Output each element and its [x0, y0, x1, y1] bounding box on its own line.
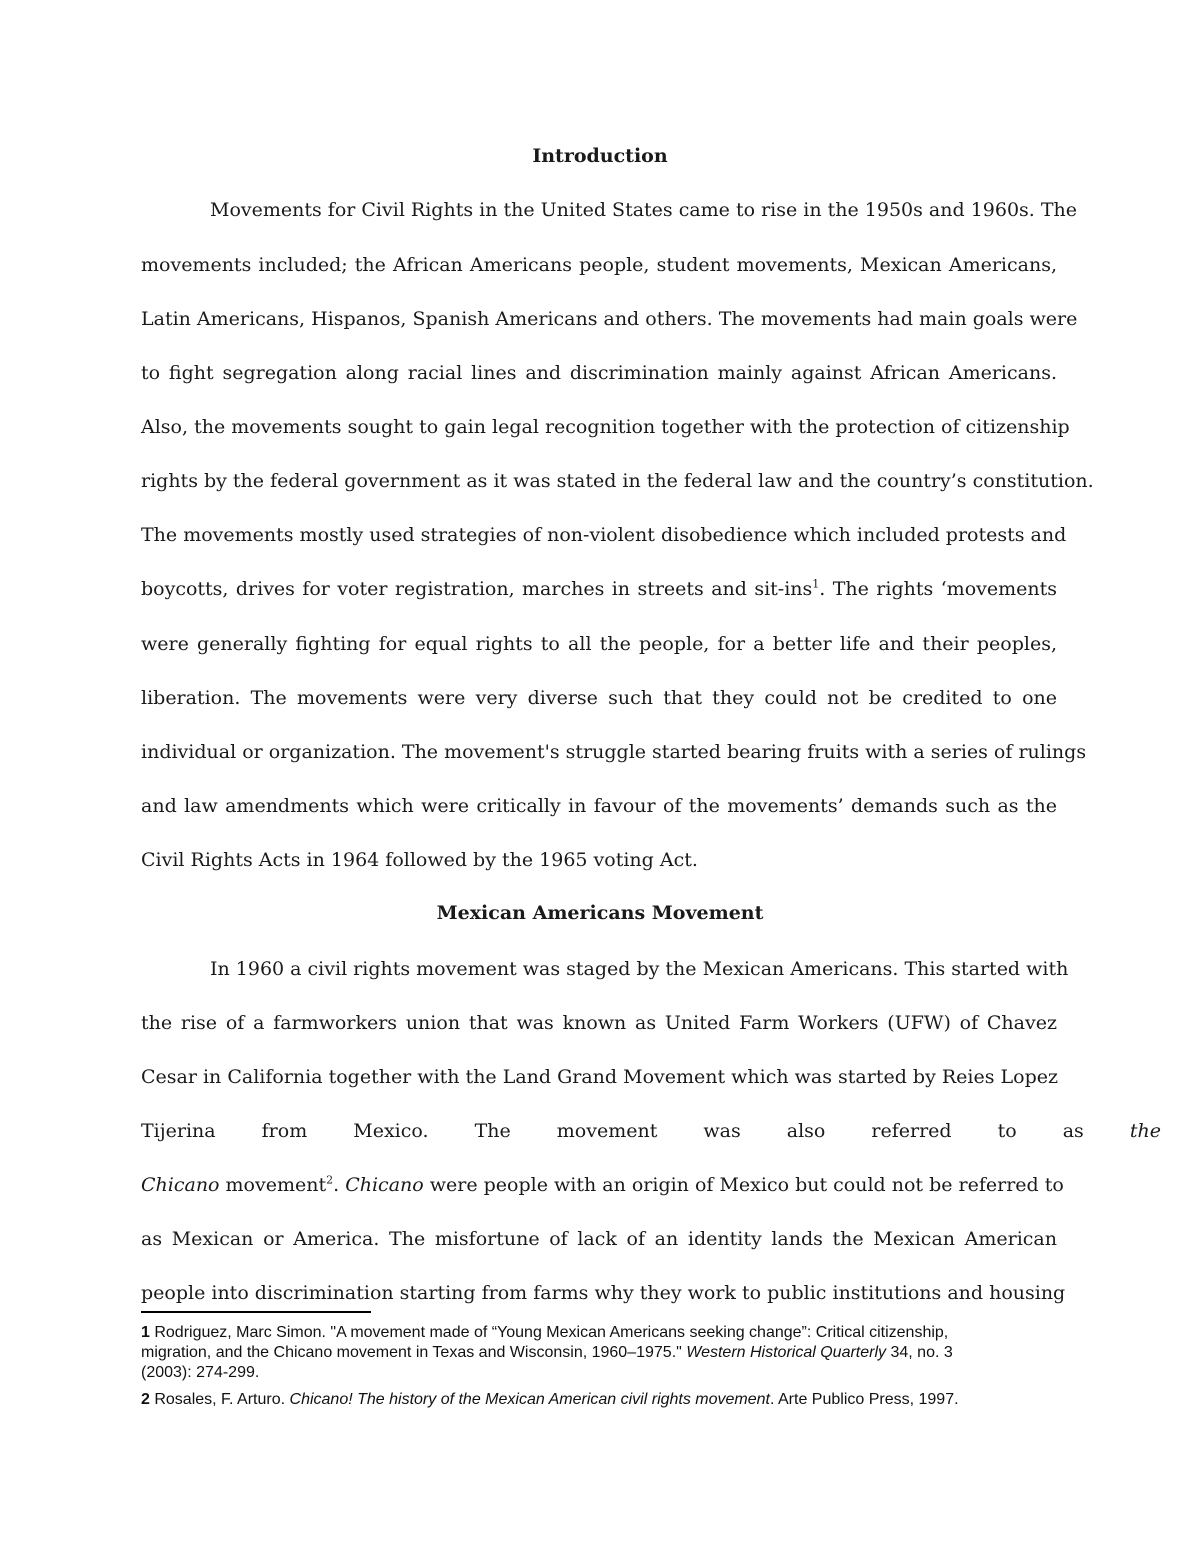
paragraph-line: In 1960 a civil rights movement was staged by the Mexican Americans. This started with — [210, 958, 1069, 980]
line-text: were people with an origin of Mexico but could not be referred to — [423, 1174, 1064, 1196]
paragraph-line: liberation. The movements were very diverse such that they could not be credited to one — [141, 687, 1057, 709]
paragraph-line — [141, 576, 1057, 602]
line-text: boycotts, drives for voter registration, marches in streets and sit-ins — [141, 578, 813, 600]
paragraph-line: The movements mostly used strategies of non-violent disobedience which included protests and — [141, 524, 1067, 546]
line-text: . — [333, 1174, 346, 1196]
footnote-2 — [141, 1390, 1057, 1410]
section-heading-mexican-americans: Mexican Americans Movement — [436, 902, 764, 924]
paragraph-line: movements included; the African Americans people, student movements, Mexican Americans, — [141, 254, 1057, 276]
paragraph-line: to fight segregation along racial lines and discrimination mainly against African Americans. — [141, 362, 1057, 384]
paragraph-line: Also, the movements sought to gain legal recognition together with the protection of citizenship — [141, 416, 1070, 438]
line-text: . The rights ‘movements — [819, 578, 1057, 600]
footnote-number: 1 — [141, 1324, 150, 1341]
footnote-text: migration, and the Chicano movement in Texas and Wisconsin, 1960–1975." — [141, 1344, 687, 1361]
footnote-separator — [141, 1311, 371, 1313]
paragraph-line: individual or organization. The movement's struggle started bearing fruits with a series of rulings — [141, 741, 1087, 763]
paragraph-line: the rise of a farmworkers union that was known as United Farm Workers (UFW) of Chavez — [141, 1012, 1057, 1034]
footnote-marker: 1 — [812, 577, 820, 591]
paragraph-line: as Mexican or America. The misfortune of lack of an identity lands the Mexican American — [141, 1228, 1057, 1250]
paragraph-line — [141, 1118, 1161, 1144]
line-text-italic: Chicano — [141, 1174, 220, 1196]
footnote-1-line-3: (2003): 274-299. — [141, 1364, 260, 1381]
footnote-text: . Arte Publico Press, 1997. — [770, 1391, 959, 1408]
footnote-1-line-2 — [141, 1343, 1057, 1363]
paragraph-line — [141, 1172, 1064, 1198]
paragraph-line: and law amendments which were critically in favour of the movements’ demands such as the — [141, 795, 1057, 817]
footnote-journal: Western Historical Quarterly — [686, 1344, 887, 1361]
line-text-italic: the — [1129, 1120, 1161, 1142]
line-text: Tijerina from Mexico. The movement was also referred to as — [141, 1120, 1084, 1142]
footnote-text: 34, no. 3 — [886, 1344, 953, 1361]
paragraph-line: Latin Americans, Hispanos, Spanish Americans and others. The movements had main goals were — [141, 308, 1078, 330]
line-text-italic: Chicano — [345, 1174, 424, 1196]
paragraph-line: Civil Rights Acts in 1964 followed by the 1965 voting Act. — [141, 849, 698, 871]
footnote-text: Rodriguez, Marc Simon. "A movement made of “Young Mexican Americans seeking change”: Critical citizenship, — [149, 1324, 949, 1341]
footnote-book-title: Chicano! The history of the Mexican American civil rights movement — [289, 1391, 770, 1408]
line-text: movement — [219, 1174, 327, 1196]
footnote-marker: 2 — [326, 1173, 334, 1187]
footnote-text: Rosales, F. Arturo. — [149, 1391, 290, 1408]
paragraph-line: Cesar in California together with the Land Grand Movement which was started by Reies Lopez — [141, 1066, 1058, 1088]
paragraph-line: rights by the federal government as it was stated in the federal law and the country’s constitution. — [141, 470, 1094, 492]
paragraph-line: were generally fighting for equal rights to all the people, for a better life and their peoples, — [141, 633, 1057, 655]
footnote-number: 2 — [141, 1391, 150, 1408]
paragraph-line: people into discrimination starting from farms why they work to public institutions and housing — [141, 1282, 1066, 1304]
section-heading-introduction: Introduction — [532, 145, 668, 167]
footnote-1 — [141, 1323, 1057, 1343]
paragraph-line: Movements for Civil Rights in the United States came to rise in the 1950s and 1960s. The — [210, 199, 1078, 221]
